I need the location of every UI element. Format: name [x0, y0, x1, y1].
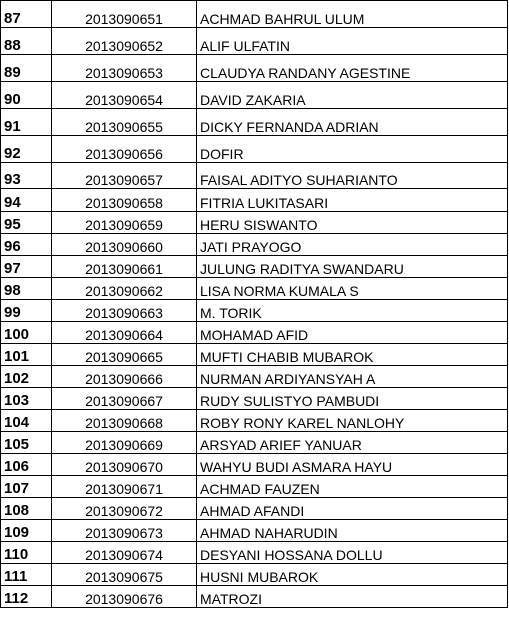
- student-id: 2013090651: [52, 1, 197, 28]
- row-number: 93: [1, 163, 52, 189]
- table-row: [1, 410, 508, 432]
- student-name: JULUNG RADITYA SWANDARU: [197, 256, 508, 278]
- student-name: M. TORIK: [197, 300, 508, 322]
- student-id: 2013090664: [52, 322, 197, 344]
- row-number: 88: [1, 28, 52, 55]
- student-name: FITRIA LUKITASARI: [197, 189, 508, 212]
- student-id: 2013090660: [52, 234, 197, 256]
- table-row: [1, 189, 508, 212]
- table-row: [1, 454, 508, 476]
- row-number: 108: [1, 498, 52, 520]
- student-name: AHMAD NAHARUDIN: [197, 520, 508, 542]
- student-id: 2013090671: [52, 476, 197, 498]
- student-name: ACHMAD FAUZEN: [197, 476, 508, 498]
- student-name: ACHMAD BAHRUL ULUM: [197, 1, 508, 28]
- student-name: DICKY FERNANDA ADRIAN: [197, 109, 508, 136]
- table-row: [1, 322, 508, 344]
- student-id: 2013090676: [52, 586, 197, 608]
- table-row: [1, 256, 508, 278]
- student-id: 2013090668: [52, 410, 197, 432]
- table-row: [1, 432, 508, 454]
- student-name: ALIF ULFATIN: [197, 28, 508, 55]
- student-id: 2013090675: [52, 564, 197, 586]
- student-name: ARSYAD ARIEF YANUAR: [197, 432, 508, 454]
- student-name: WAHYU BUDI ASMARA HAYU: [197, 454, 508, 476]
- student-id: 2013090670: [52, 454, 197, 476]
- row-number: 94: [1, 189, 52, 212]
- row-number: 89: [1, 55, 52, 82]
- table-row: [1, 55, 508, 82]
- row-number: 90: [1, 82, 52, 109]
- row-number: 105: [1, 432, 52, 454]
- student-id: 2013090674: [52, 542, 197, 564]
- student-id: 2013090655: [52, 109, 197, 136]
- student-id: 2013090672: [52, 498, 197, 520]
- table-row: [1, 366, 508, 388]
- row-number: 111: [1, 564, 52, 586]
- row-number: 97: [1, 256, 52, 278]
- row-number: 96: [1, 234, 52, 256]
- table-row: [1, 388, 508, 410]
- row-number: 99: [1, 300, 52, 322]
- table-row: [1, 300, 508, 322]
- student-id: 2013090665: [52, 344, 197, 366]
- student-id: 2013090652: [52, 28, 197, 55]
- student-id: 2013090657: [52, 163, 197, 189]
- student-name: MATROZI: [197, 586, 508, 608]
- student-id: 2013090658: [52, 189, 197, 212]
- table-row: [1, 82, 508, 109]
- row-number: 91: [1, 109, 52, 136]
- table-row: [1, 28, 508, 55]
- student-name: AHMAD AFANDI: [197, 498, 508, 520]
- table-row: [1, 564, 508, 586]
- table-row: [1, 278, 508, 300]
- table-row: [1, 109, 508, 136]
- student-name: NURMAN ARDIYANSYAH A: [197, 366, 508, 388]
- table-row: [1, 476, 508, 498]
- row-number: 92: [1, 136, 52, 163]
- row-number: 100: [1, 322, 52, 344]
- row-number: 98: [1, 278, 52, 300]
- row-number: 104: [1, 410, 52, 432]
- row-number: 101: [1, 344, 52, 366]
- table-row: [1, 234, 508, 256]
- student-id: 2013090659: [52, 212, 197, 234]
- row-number: 102: [1, 366, 52, 388]
- table-row: [1, 542, 508, 564]
- row-number: 110: [1, 542, 52, 564]
- student-name: ROBY RONY KAREL NANLOHY: [197, 410, 508, 432]
- student-id: 2013090653: [52, 55, 197, 82]
- table-row: [1, 586, 508, 608]
- row-number: 106: [1, 454, 52, 476]
- student-name: MOHAMAD AFID: [197, 322, 508, 344]
- table-row: [1, 1, 508, 28]
- table-row: [1, 344, 508, 366]
- student-id: 2013090673: [52, 520, 197, 542]
- student-name: LISA NORMA KUMALA S: [197, 278, 508, 300]
- table-row: [1, 498, 508, 520]
- table-row: [1, 520, 508, 542]
- row-number: 87: [1, 1, 52, 28]
- student-id: 2013090669: [52, 432, 197, 454]
- student-name: FAISAL ADITYO SUHARIANTO: [197, 163, 508, 189]
- table-row: [1, 136, 508, 163]
- student-id: 2013090662: [52, 278, 197, 300]
- row-number: 103: [1, 388, 52, 410]
- student-name: HUSNI MUBAROK: [197, 564, 508, 586]
- row-number: 107: [1, 476, 52, 498]
- table-row: [1, 163, 508, 189]
- student-name: DESYANI HOSSANA DOLLU: [197, 542, 508, 564]
- student-id: 2013090654: [52, 82, 197, 109]
- student-name: CLAUDYA RANDANY AGESTINE: [197, 55, 508, 82]
- student-name: RUDY SULISTYO PAMBUDI: [197, 388, 508, 410]
- table-row: [1, 212, 508, 234]
- student-id: 2013090663: [52, 300, 197, 322]
- student-id: 2013090667: [52, 388, 197, 410]
- student-id: 2013090656: [52, 136, 197, 163]
- student-name: JATI PRAYOGO: [197, 234, 508, 256]
- student-name: DOFIR: [197, 136, 508, 163]
- student-name: MUFTI CHABIB MUBAROK: [197, 344, 508, 366]
- student-id: 2013090666: [52, 366, 197, 388]
- row-number: 112: [1, 586, 52, 608]
- student-name: DAVID ZAKARIA: [197, 82, 508, 109]
- student-id: 2013090661: [52, 256, 197, 278]
- row-number: 95: [1, 212, 52, 234]
- student-name: HERU SISWANTO: [197, 212, 508, 234]
- row-number: 109: [1, 520, 52, 542]
